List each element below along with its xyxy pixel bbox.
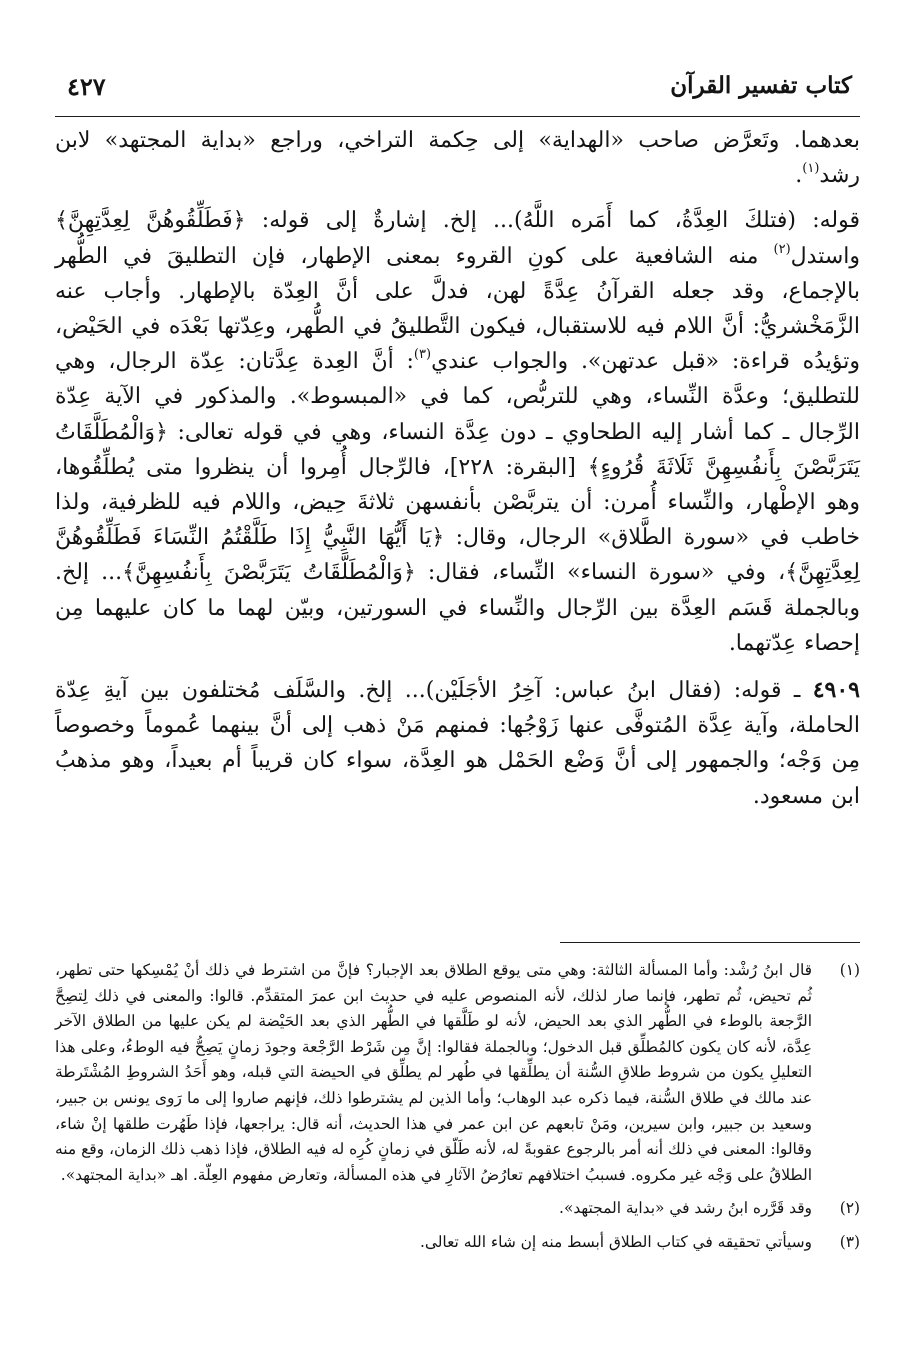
footnote-text: وسيأتي تحقيقه في كتاب الطلاق أبسط منه إن شاء الله تعالى. [420,1232,812,1251]
paragraph-1 [55,123,860,193]
footnote-text: وقد قَرَّره ابنُ رشد في «بداية المجتهد». [559,1199,812,1218]
paragraph-1-end: . [795,163,803,189]
footnote-ref-3[interactable]: (٣) [413,347,432,363]
footnote-1 [55,958,860,1188]
paragraph-1-text: بعدهما. وتَعرَّض صاحب «الهداية» إلى حِكمة التراخي، وراجع «بداية المجتهد» لابن رشد [55,128,860,189]
running-title: كتاب تفسير القرآن [670,72,852,99]
paragraph-2-tail: : أنَّ العِدة عِدَّتان: عِدّة الرجال، وهي للتطليق؛ وعدَّة النِّساء، وهي للتربُّص، كما في «المبسوط». والمذكور في الآية عِدّة الرِّجال ـ كما أشار إليه الطحاوي ـ دون عِدَّة النساء، وهي في قوله تعالى: ﴿وَالْمُطَلَّقَاتُ يَتَرَبَّصْنَ بِأَنفُسِهِنَّ ثَلَاثَةَ قُرُوءٍ﴾ [البقرة: ٢٢٨]، فالرِّجال أُمِروا أن ينظروا متى يُطلِّقُوها، وهو الإطْهار، والنِّساء أُمرن: أن يتربَّصْن بأنفسهن ثلاثةَ حِيض، واللام فيه للظرفية، ولذا خاطب في «سورة الطَّلاق» الرجال، وقال: ﴿يَا أَيُّهَا النَّبِيُّ إِذَا طَلَّقْتُمُ النِّسَاءَ فَطَلِّقُوهُنَّ لِعِدَّتِهِنَّ﴾، وفي «سورة النساء» النِّساء، فقال: ﴿وَالْمُطَلَّقَاتُ يَتَرَبَّصْنَ بِأَنفُسِهِنَّ﴾... إلخ. وبالجملة قَسَم العِدَّة بين الرِّجال والنِّساء في السورتين، وبيّن لهما ما كان عليهما مِن إحصاء عِدّتهما. [55,349,860,656]
hadith-number: ٤٩٠٩ [812,677,860,704]
paragraph-2 [55,203,860,661]
footnote-divider [560,942,860,943]
footnotes [55,958,860,1264]
footnote-text: قال ابنُ رُشْد: وأما المسألة الثالثة: وهي متى يوقع الطلاق بعد الإجبار؟ فإنَّ من اشترط في ذلك أنْ يُمْسِكها حتى تطهر، ثُم تحيض، ثُم تطهر، فإنما صار لذلك، لأنه المنصوص عليه في حديث ابن عمرَ المتقدِّم. قالوا: والمعنى في ذلك لِتصِحَّ الرَّجعة بالوطء في الطُّهر الذي بعد الحيض، لأنه لو طَلَّقها في الطُّهر الذي بعد الحَيْضة لم يكن عليها من الطلاق الآخر عِدَّة، لأنه كان يكون كالمُطلِّق قبل الدخول؛ وبالجملة فقالوا: إنَّ مِن شَرْط الرَّجْعة وجودَ زمانٍ يَصِحُّ فيه الوطءُ، وعلى هذا التعليلِ يكون من شروط طلاقِ السُّنة أن يطلِّقها في طُهر لم يطلِّق في الحيضة التي قبله، وهو أَحَدُ الشروطِ المُشْتَرطة عند مالك في طلاق السُّنة، فيما ذكره عبد الوهاب؛ وأما الذين لم يشترطوا ذلك، فإنهم صاروا إلى ما رَوى يونس بن جبير، وسعيد بن جبير، وابن سيرين، ومَنْ تابعهم عن ابن عمر في هذا الحديث، أنه قال: يراجعها، فإذا طَهُرت طلقها إنْ شاء، وقالوا: المعنى في ذلك أنه أمر بالرجوع عقوبةً له، لأنه طَلّق في زمانٍ كُرِه له فيه الطلاق، فإذا ذهب ذلك الزمان، وقع منه الطلاقُ على وَجْه غير مكروه. فسببُ اختلافهم تعارُضُ الآثارِ في هذه المسألة، وتعارض مفهوم العِلّة. اهـ «بداية المجتهد». [55,961,812,1184]
paragraph-2-mid: منه الشافعية على كونِ القروء بمعنى الإطهار، فإن التطليقَ في الطُّهر بالإجماع، وقد جعله القرآنُ عِدَّةً لهن، فدلَّ على أنَّ العِدّة بالإطهار. وأجاب عنه الزَّمَخْشريُّ: أنَّ اللام فيه للاستقبال، فيكون التَّطليقُ في الطُّهر، وعِدّتها بَعْدَه في الحَيْض، وتؤيدُه قراءة: «قبل عدتهن». والجواب عندي [55,243,860,375]
footnote-marker: (٢) [839,1199,860,1218]
page-header [55,70,860,110]
page [55,30,860,1336]
paragraph-2-lead: قوله: (فتلكَ العِدَّةُ، كما أَمَره اللَّهُ)... إلخ. إشارةٌ إلى قوله: ﴿فَطَلِّقُوهُنَّ لِعِدَّتِهِنَّ﴾ واستدل [55,208,860,269]
footnote-ref-1[interactable]: (١) [802,161,820,177]
paragraph-3 [55,673,860,814]
paragraph-3-text: ـ قوله: (فقال ابنُ عباس: آخِرُ الأجَلَيْن)... إلخ. والسَّلَف مُختلفون بين آيةِ عِدّة الحاملة، وآية عِدَّة المُتوفَّى عنها زَوْجُها: فمنهم مَنْ ذهب إلى أنَّ بينهما عُموماً وخصوصاً مِن وَجْه؛ والجمهور إلى أنَّ وَضْع الحَمْل هو العِدَّة، سواء كان قريباً أم بعيداً، وهو مذهبُ ابن مسعود. [55,678,861,809]
footnote-2 [55,1196,860,1222]
footnote-3 [55,1230,860,1256]
header-divider [55,116,860,117]
main-text [55,123,860,814]
footnote-marker: (١) [839,961,860,979]
page-number: ٤٢٧ [67,72,106,101]
footnote-ref-2[interactable]: (٢) [773,241,791,257]
footnote-marker: (٣) [839,1232,860,1251]
